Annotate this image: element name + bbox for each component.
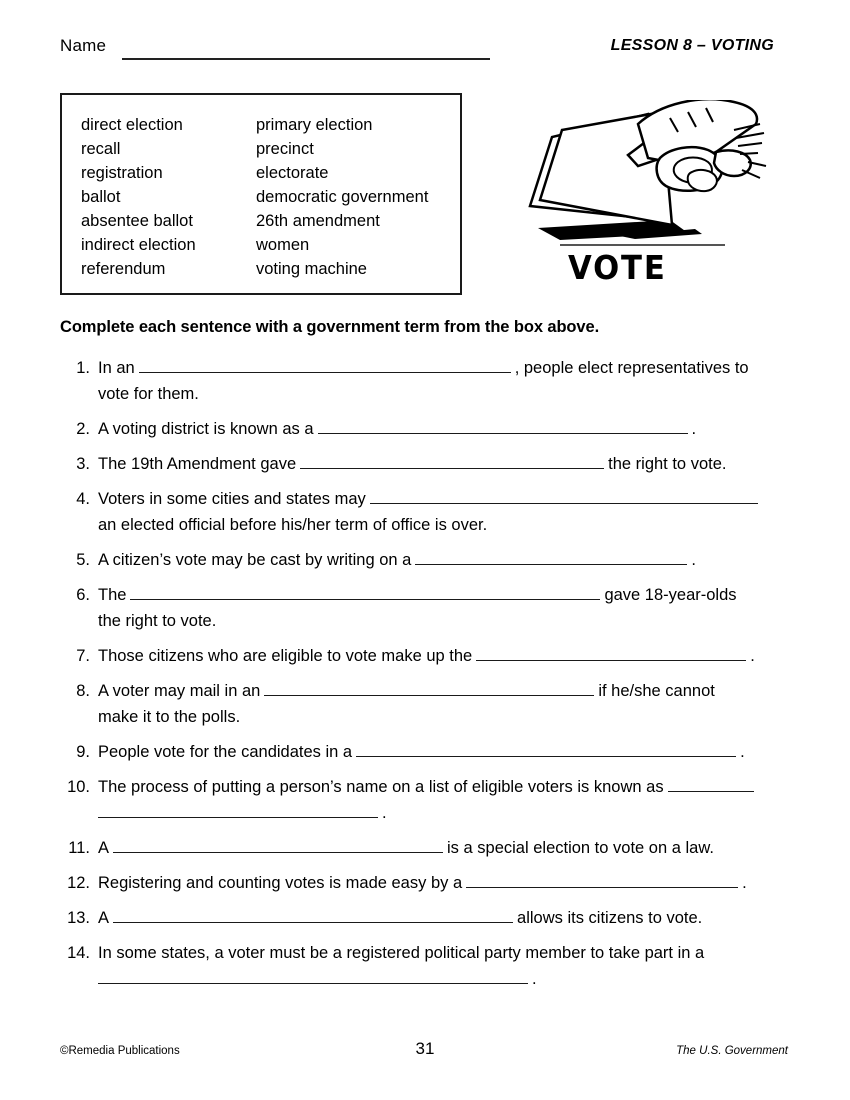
question-text-after: is a special election to vote on a law. (447, 839, 714, 857)
question-number: 3. (76, 455, 90, 473)
page-number: 31 (415, 1039, 435, 1058)
word-bank-term: direct election (81, 116, 183, 134)
word-bank-term: referendum (81, 260, 166, 278)
question-text-after: gave 18-year-olds (604, 586, 737, 604)
question-body (98, 905, 790, 931)
question-item (60, 582, 790, 634)
answer-blank[interactable] (370, 488, 758, 504)
book-title: The U.S. Government (676, 1045, 788, 1057)
question-item (60, 643, 790, 669)
word-bank-term: 26th amendment (256, 212, 380, 230)
question-text-after: allows its citizens to vote. (517, 909, 703, 927)
word-bank-term: recall (81, 140, 121, 158)
question-body (98, 643, 790, 669)
question-number: 8. (76, 682, 90, 700)
page-footer (0, 1039, 850, 1069)
answer-blank-continuation[interactable] (98, 968, 528, 984)
answer-blank[interactable] (139, 357, 511, 373)
word-bank-term: precinct (256, 140, 314, 158)
vote-ballot-icon (520, 100, 780, 260)
question-body (98, 870, 790, 896)
question-number: 12. (67, 874, 90, 892)
question-item (60, 355, 790, 407)
question-text-before: The (98, 586, 127, 604)
instruction-text: Complete each sentence with a government term from the box above. (60, 318, 600, 336)
question-body (98, 678, 790, 730)
question-body (98, 940, 790, 992)
page-header (0, 36, 850, 72)
question-number: 7. (76, 647, 90, 665)
question-number: 6. (76, 586, 90, 604)
question-body (98, 451, 790, 477)
question-text-before: Voters in some cities and states may (98, 490, 366, 508)
question-continuation: an elected official before his/her term of office is over. (98, 516, 488, 534)
word-bank-term: indirect election (81, 236, 196, 254)
question-text-after: if he/she cannot (598, 682, 715, 700)
question-number: 10. (67, 778, 90, 796)
word-bank-columns (81, 113, 466, 281)
answer-blank[interactable] (668, 776, 754, 792)
answer-blank[interactable] (466, 872, 738, 888)
question-number: 13. (67, 909, 90, 927)
question-continuation: vote for them. (98, 385, 199, 403)
word-bank-term: absentee ballot (81, 212, 193, 230)
question-text-after: . (742, 874, 747, 892)
answer-blank[interactable] (113, 837, 443, 853)
answer-blank[interactable] (300, 453, 604, 469)
question-body (98, 486, 790, 538)
lesson-title: LESSON 8 – VOTING (610, 37, 774, 54)
word-bank-box (60, 93, 462, 295)
word-bank-term: voting machine (256, 260, 367, 278)
word-bank-column-2 (256, 113, 466, 281)
question-body (98, 355, 790, 407)
question-item (60, 835, 790, 861)
question-item (60, 940, 790, 992)
word-bank-term: democratic government (256, 188, 429, 206)
question-number: 14. (67, 944, 90, 962)
answer-blank[interactable] (318, 418, 688, 434)
question-body (98, 582, 790, 634)
question-text-before: In some states, a voter must be a registered political party member to take part in a (98, 944, 705, 962)
question-number: 9. (76, 743, 90, 761)
answer-blank[interactable] (113, 907, 513, 923)
name-input-line[interactable] (122, 58, 490, 60)
question-text-before: People vote for the candidates in a (98, 743, 353, 761)
question-text-before: A voting district is known as a (98, 420, 314, 438)
question-number: 4. (76, 490, 90, 508)
question-text-after: . (532, 970, 537, 988)
question-number: 1. (76, 359, 90, 377)
question-item (60, 774, 790, 826)
question-text-before: A citizen’s vote may be cast by writing on a (98, 551, 412, 569)
question-body (98, 416, 790, 442)
question-body (98, 835, 790, 861)
word-bank-term: registration (81, 164, 163, 182)
question-text-after: . (750, 647, 755, 665)
question-text-after: . (382, 804, 387, 822)
question-item (60, 739, 790, 765)
answer-blank[interactable] (476, 645, 746, 661)
question-text-before: The process of putting a person’s name on a list of eligible voters is known as (98, 778, 664, 796)
question-continuation: the right to vote. (98, 612, 217, 630)
question-item (60, 678, 790, 730)
answer-blank[interactable] (415, 549, 687, 565)
question-text-before: Those citizens who are eligible to vote make up the (98, 647, 473, 665)
question-text-before: A (98, 909, 110, 927)
question-text-after: . (691, 420, 697, 438)
question-text-before: Registering and counting votes is made easy by a (98, 874, 463, 892)
question-number: 11. (68, 839, 90, 857)
question-text-after: the right to vote. (608, 455, 727, 473)
word-bank-column-1 (81, 113, 256, 281)
copyright-notice: ©Remedia Publications (60, 1045, 180, 1057)
word-bank-term: electorate (256, 164, 329, 182)
question-body (98, 547, 790, 573)
answer-blank[interactable] (130, 584, 600, 600)
question-item (60, 416, 790, 442)
question-text-after: . (740, 743, 745, 761)
word-bank-term: women (256, 236, 310, 254)
answer-blank[interactable] (356, 741, 736, 757)
question-text-before: A voter may mail in an (98, 682, 261, 700)
ballot-illustration (520, 100, 780, 300)
question-continuation: make it to the polls. (98, 708, 241, 726)
answer-blank[interactable] (264, 680, 594, 696)
question-text-after: . (691, 551, 696, 569)
question-item (60, 547, 790, 573)
name-label: Name (60, 36, 107, 55)
question-item (60, 486, 790, 538)
question-list (60, 355, 790, 1001)
vote-caption: VOTE (568, 248, 667, 287)
question-text-before: The 19th Amendment gave (98, 455, 297, 473)
question-item (60, 905, 790, 931)
question-body (98, 774, 790, 826)
question-body (98, 739, 790, 765)
word-bank-term: primary election (256, 116, 373, 134)
question-number: 5. (76, 551, 90, 569)
question-text-before: A (98, 839, 110, 857)
question-item (60, 870, 790, 896)
question-item (60, 451, 790, 477)
question-text-after: , people elect representatives to (514, 359, 749, 377)
question-number: 2. (76, 420, 90, 438)
question-text-before: In an (98, 359, 135, 377)
answer-blank-continuation[interactable] (98, 802, 378, 818)
word-bank-term: ballot (81, 188, 121, 206)
